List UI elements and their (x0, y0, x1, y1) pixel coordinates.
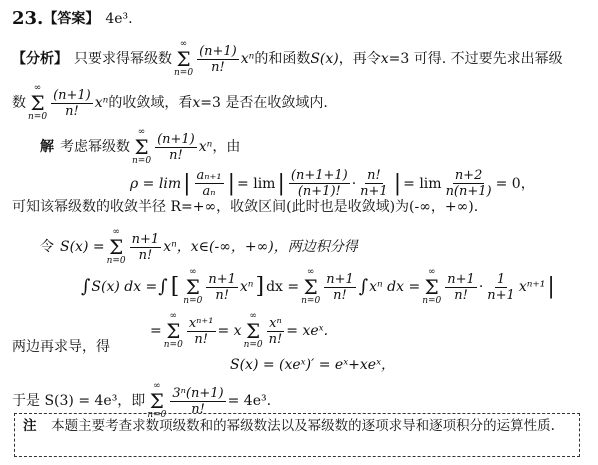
sx-domain: xⁿ，x∈(-∞，+∞)，两边积分得 (163, 239, 358, 255)
rho-eq: ρ = lim (130, 175, 182, 192)
solution-tag: 解 (40, 139, 54, 155)
analysis-text-2d: =3 是否在收敛域内. (200, 95, 328, 111)
int-lhs: S(x) dx = (91, 279, 158, 295)
conclusion-fraction: $\frac{\text{3ⁿ(n+1)}}{n!}$ (172, 385, 224, 417)
let-text: 令 (40, 239, 54, 255)
solution-line-4 (40, 228, 590, 266)
derivative-eq: S(x) = (xeˣ)′ = eˣ+xeˣ， (230, 357, 396, 373)
series-sum-6: ∞ Σ n=0 (301, 267, 321, 306)
integral-line: ∫ S(x) dx = ∫ [ ∞ Σ n=0 $\frac{n+1}{n!}$ xⁿ ] dx = ∞ Σ n=0 $\frac{n+1}{n!}$ ∫ xⁿ dx = ∞ Σ n=0 $\frac{n+1}{n!}$ · $\frac{1}{n+1}$ xⁿ⁺¹ | (81, 267, 555, 306)
solution-text-a: 考虑幂级数 (60, 139, 130, 155)
int-fraction-4: $\frac{1}{n+1}$ (487, 271, 515, 303)
a-ratio: $\frac{\text{aₙ₊₁}}{\text{aₙ}}$ (196, 168, 222, 199)
g-ratio: $\frac{n+2}{n(n+1)}$ (445, 168, 492, 199)
note-box (14, 413, 580, 457)
ratio-test-line: ρ = lim | $\frac{\text{aₙ₊₁}}{\text{aₙ}}$ | = lim | $\frac{(n+1+1)}{(n+1)!}$ · $\frac{n!}{n+1}$ | = lim $\frac{n+2}{n(n+1)}$ = 0， (130, 168, 535, 199)
series-fraction: $\frac{(n+1)}{n!}$ (199, 43, 237, 75)
res-eq: = (150, 323, 162, 339)
analysis-text-b: 的和函数 (254, 51, 311, 67)
series-fraction-3: $\frac{(n+1)}{n!}$ (157, 131, 195, 163)
solution-line-3 (12, 198, 590, 216)
int-power-1: xⁿ (239, 279, 254, 295)
series-sum-9: ∞ Σ n=0 (243, 311, 263, 350)
analysis-line-1 (12, 40, 590, 78)
dot: · (351, 175, 357, 192)
analysis-text-f: =3 可得. 不过要先求出幂级 (388, 51, 563, 67)
conclusion-end: = 4e³. (227, 393, 272, 409)
series-sum-10: ∞ Σ n=0 (147, 381, 167, 420)
radius-text: 可知该幂级数的收敛半径 R=+∞，收敛区间(此时也是收敛域)为(-∞，+∞). (12, 199, 479, 215)
int-fraction-3: $\frac{n+1}{n!}$ (447, 271, 475, 303)
int-fraction-1: $\frac{n+1}{n!}$ (208, 271, 236, 303)
conclusion-text: 于是 S(3) = 4e³，即 (12, 393, 146, 409)
derivative-intro (12, 338, 590, 356)
int-power-final: xⁿ⁺¹ (518, 279, 546, 295)
analysis-x-2: x (192, 95, 201, 111)
int-fraction-2: $\frac{n+1}{n!}$ (326, 271, 354, 303)
note-tag: 注 (23, 418, 37, 434)
int-xn-dx: xⁿ dx = (369, 279, 421, 295)
f-ratio: $\frac{n!}{n+1}$ (360, 168, 388, 199)
answer-value: 4e³. (105, 11, 133, 27)
eq-lim-2: = lim (403, 175, 442, 192)
analysis-sx: S(x) (310, 51, 339, 67)
r-ratio: $\frac{(n+1+1)}{(n+1)!}$ (290, 168, 348, 199)
analysis-line-2 (12, 84, 590, 122)
answer-tag: 【答案】 (43, 11, 100, 27)
series-power-3: xⁿ (198, 139, 213, 155)
eq-lim: = lim (237, 175, 276, 192)
sx-def: S(x) = (60, 239, 105, 255)
eq-zero: = 0， (495, 175, 535, 192)
analysis-x: x (380, 51, 389, 67)
analysis-text-a: 只要求得幂级数 (74, 51, 172, 67)
series-sum-2: ∞ Σ n=0 (28, 83, 48, 122)
series-sum-7: ∞ Σ n=0 (422, 267, 442, 306)
analysis-tag: 【分析】 (12, 51, 68, 67)
series-power-2: xⁿ (94, 95, 109, 111)
analysis-text-2b: 的收敛域，看 (108, 95, 193, 111)
series-sum-3: ∞ Σ n=0 (132, 127, 152, 166)
res-end: = xeˣ. (286, 323, 329, 339)
int-dx: dx = (266, 279, 300, 295)
res-fraction-2: $\frac{\text{xⁿ}}{n!}$ (268, 315, 283, 347)
derivative-line (230, 356, 590, 374)
answer-line (12, 10, 590, 28)
derivative-text: 两边再求导，得 (12, 339, 110, 355)
analysis-text-2a: 数 (12, 95, 26, 111)
series-power: xⁿ (240, 51, 255, 67)
problem-number: 23. (12, 8, 44, 29)
res-mid: = x (217, 323, 242, 339)
sx-fraction: $\frac{n+1}{n!}$ (131, 231, 160, 263)
series-sum-4: ∞ Σ n=0 (106, 227, 126, 266)
series-sum-8: ∞ Σ n=0 (163, 311, 183, 350)
note-text: 本题主要考查求数项级数和的幂级数法以及幂级数的逐项求导和逐项积分的运算性质. (51, 418, 555, 434)
solution-text-b: ，由 (212, 139, 241, 155)
series-sum-5: ∞ Σ n=0 (183, 267, 203, 306)
solution-line-1 (40, 128, 590, 166)
series-sum: ∞ Σ n=0 (174, 39, 194, 78)
res-fraction-1: $\frac{\text{xⁿ⁺¹}}{n!}$ (188, 315, 214, 347)
series-fraction-2: $\frac{(n+1)}{n!}$ (53, 87, 91, 119)
analysis-text-d: ，再令 (338, 51, 381, 67)
